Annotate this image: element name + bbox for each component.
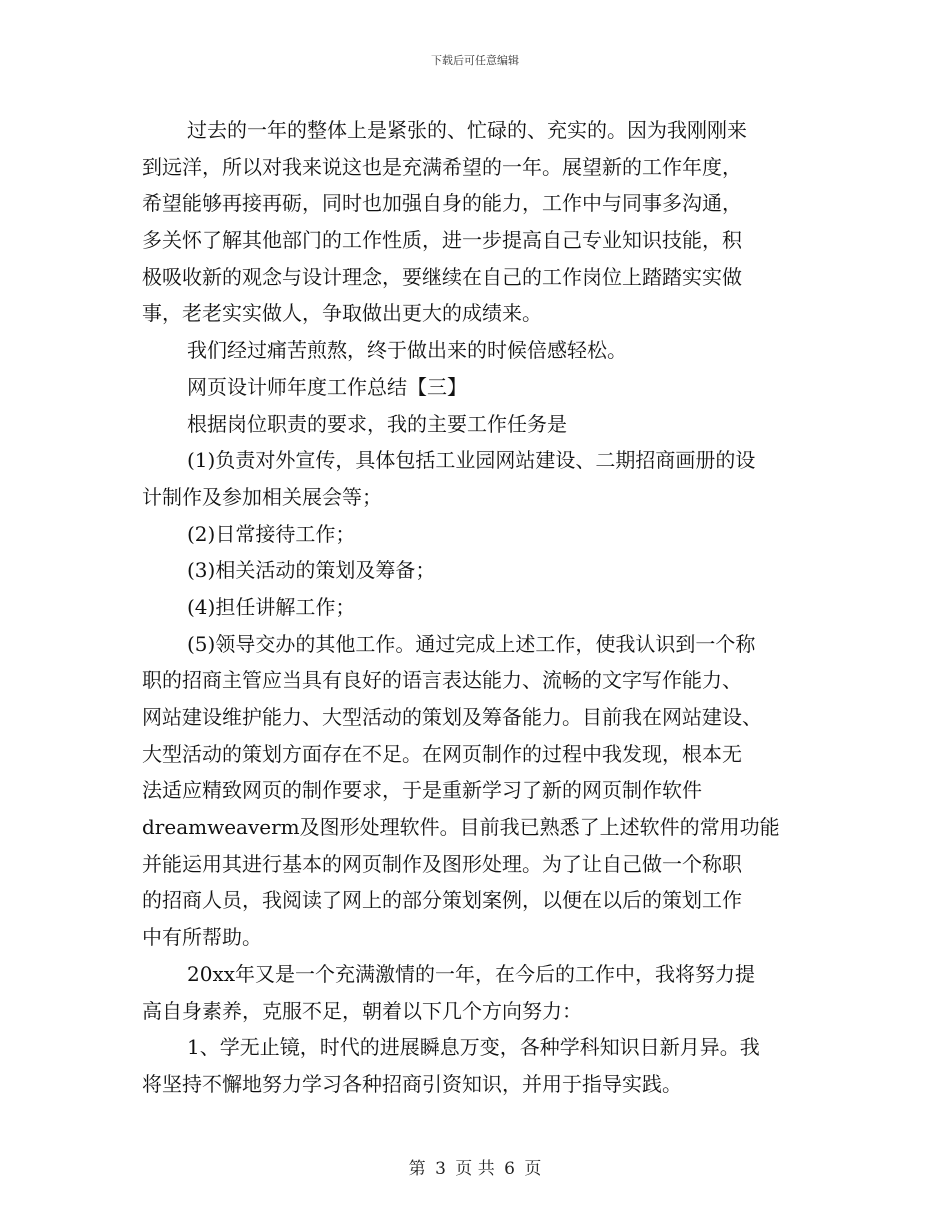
document-body <box>142 112 810 1103</box>
footer-middle: 页 共 <box>455 1159 495 1179</box>
text-line: 希望能够再接再砺，同时也加强自身的能力，工作中与同事多沟通， <box>142 191 742 216</box>
text-line: 的招商人员，我阅读了网上的部分策划案例，以便在以后的策划工作 <box>142 888 742 913</box>
list-item: 1、学无止镜，时代的进展瞬息万变，各种学科知识日新月异。我 <box>187 1035 760 1060</box>
text-line: 中有所帮助。 <box>142 925 262 950</box>
section-heading: 网页设计师年度工作总结【三】 <box>187 374 467 399</box>
text-line: 根据岗位职责的要求，我的主要工作任务是 <box>187 411 567 436</box>
text-line: 职的招商主管应当具有良好的语言表达能力、流畅的文字写作能力、 <box>142 668 742 693</box>
list-item: (5)领导交办的其他工作。通过完成上述工作，使我认识到一个称 <box>187 631 756 656</box>
text-line: 网站建设维护能力、大型活动的策划及筹备能力。目前我在网站建设、 <box>142 705 762 729</box>
text-line: 计制作及参加相关展会等； <box>142 484 382 509</box>
list-item: (1)负责对外宣传，具体包括工业园网站建设、二期招商画册的设 <box>187 448 756 473</box>
text-line: 并能运用其进行基本的网页制作及图形处理。为了让自己做一个称职 <box>142 851 742 876</box>
text-line: 到远洋，所以对我来说这也是充满希望的一年。展望新的工作年度， <box>142 154 742 179</box>
text-line: 事，老老实实做人，争取做出更大的成绩来。 <box>142 301 542 326</box>
page-footer <box>0 1154 950 1179</box>
text-line: dreamweaverm及图形处理软件。目前我已熟悉了上述软件的常用功能 <box>142 815 780 840</box>
footer-suffix: 页 <box>524 1159 542 1179</box>
text-line: 大型活动的策划方面存在不足。在网页制作的过程中我发现，根本无 <box>142 741 742 766</box>
list-item: (3)相关活动的策划及筹备； <box>187 558 436 583</box>
total-page-number: 6 <box>504 1159 515 1179</box>
text-line: 多关怀了解其他部门的工作性质，进一步提高自己专业知识技能，积 <box>142 228 742 253</box>
text-line: 高自身素养，克服不足，朝着以下几个方向努力： <box>142 998 582 1023</box>
text-line: 极吸收新的观念与设计理念，要继续在自己的工作岗位上踏踏实实做 <box>142 264 742 289</box>
list-item: (4)担任讲解工作； <box>187 594 356 619</box>
text-line: 我们经过痛苦煎熬，终于做出来的时候倍感轻松。 <box>187 338 627 363</box>
text-line: 法适应精致网页的制作要求，于是重新学习了新的网页制作软件 <box>142 778 702 803</box>
current-page-number: 3 <box>435 1159 446 1179</box>
footer-prefix: 第 <box>408 1159 426 1179</box>
page-header: 下载后可任意编辑 <box>431 54 519 67</box>
text-line: 过去的一年的整体上是紧张的、忙碌的、充实的。因为我刚刚来 <box>187 118 747 142</box>
text-line: 将坚持不懈地努力学习各种招商引资知识，并用于指导实践。 <box>142 1071 682 1096</box>
list-item: (2)日常接待工作； <box>187 521 356 546</box>
text-line: 20xx年又是一个充满激情的一年，在今后的工作中，我将努力提 <box>187 961 756 986</box>
